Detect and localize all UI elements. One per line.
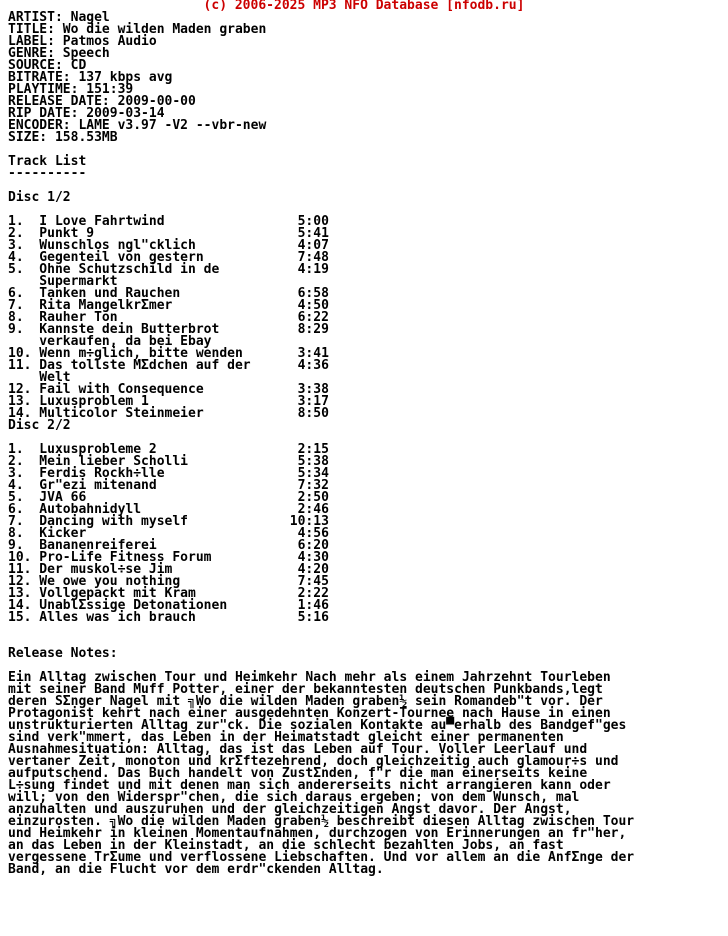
nfo-line: 13. Luxusproblem 1 3:17 xyxy=(8,394,329,409)
nfo-line: 9. Kannste dein Butterbrot 8:29 xyxy=(8,322,329,337)
nfo-line: ARTIST: Nagel xyxy=(8,10,110,25)
nfo-line: Band, an die Flucht vor dem erdr"ckenden Alltag. xyxy=(8,862,384,877)
nfo-line: Protagonist kehrt nach einer ausgedehnten Konzert-Tournee nach Hause in einen xyxy=(8,706,611,721)
nfo-line: GENRE: Speech xyxy=(8,46,110,61)
nfo-line: ENCODER: LAME v3.97 -V2 --vbr-new xyxy=(8,118,267,133)
nfo-line: 12. Fail with Consequence 3:38 xyxy=(8,382,329,397)
nfo-line: RIP DATE: 2009-03-14 xyxy=(8,106,165,121)
nfo-line: mit seiner Band Muff Potter, einer der bekanntesten deutschen Punkbands,legt xyxy=(8,682,603,697)
nfo-line: 10. Pro-Life Fitness Forum 4:30 xyxy=(8,550,329,565)
nfo-line: aufputschend. Das Buch handelt von ZustΣnden, f"r die man einerseits keine xyxy=(8,766,588,781)
nfo-line: SOURCE: CD xyxy=(8,58,87,73)
nfo-line: 5. Ohne Schutzschild in de 4:19 xyxy=(8,262,329,277)
nfo-line: L÷sung findet und mit denen man sich andererseits nicht arrangieren kann oder xyxy=(8,778,611,793)
nfo-line: an das Leben in der Kleinstadt, an die schlecht bezahlten Jobs, an fast xyxy=(8,838,564,853)
nfo-line: vergessene TrΣume und verflossene Liebschaften. Und vor allem an die AnfΣnge der xyxy=(8,850,635,865)
nfo-line: 15. Alles was ich brauch 5:16 xyxy=(8,610,329,625)
nfo-text xyxy=(8,12,634,876)
nfo-line: 3. Wunschlos ngl"cklich 4:07 xyxy=(8,238,329,253)
nfo-line: unstrukturierten Alltag zur"ck. Die sozialen Kontakte au▀erhalb des Bandgef"ges xyxy=(8,718,627,733)
nfo-line: LABEL: Patmos Audio xyxy=(8,34,157,49)
nfo-line: Release Notes: xyxy=(8,646,118,661)
nfo-line: Supermarkt xyxy=(8,274,118,289)
nfo-line: 8. Rauher Ton 6:22 xyxy=(8,310,329,325)
nfo-line: Disc 1/2 xyxy=(8,190,71,205)
nfo-line xyxy=(8,144,634,156)
nfo-line: 7. Rita MangelkrΣmer 4:50 xyxy=(8,298,329,313)
nfo-line xyxy=(8,180,634,192)
nfo-line: 14. Multicolor Steinmeier 8:50 xyxy=(8,406,329,421)
nfo-line: 10. Wenn m÷glich, bitte wenden 3:41 xyxy=(8,346,329,361)
nfo-line: 6. Autobahnidyll 2:46 xyxy=(8,502,329,517)
nfo-line: PLAYTIME: 151:39 xyxy=(8,82,134,97)
nfo-line: TITLE: Wo die wilden Maden graben xyxy=(8,22,267,37)
nfo-line: 7. Dancing with myself 10:13 xyxy=(8,514,329,529)
nfo-line: 8. Kicker 4:56 xyxy=(8,526,329,541)
nfo-line: 3. Ferdis Rockh÷lle 5:34 xyxy=(8,466,329,481)
nfo-line: Disc 2/2 xyxy=(8,418,71,433)
nfo-line: 2. Punkt 9 5:41 xyxy=(8,226,329,241)
nfo-line: 11. Das tollste MΣdchen auf der 4:36 xyxy=(8,358,329,373)
nfo-line xyxy=(8,624,634,636)
nfo-line: und Heimkehr in kleinen Momentaufnahmen, durchzogen von Erinnerungen an fr"her, xyxy=(8,826,627,841)
nfo-line: will; von den Widerspr"chen, die sich daraus ergeben; von dem Wunsch, mal xyxy=(8,790,580,805)
nfo-line: 2. Mein lieber Scholli 5:38 xyxy=(8,454,329,469)
nfo-line: 1. I Love Fahrtwind 5:00 xyxy=(8,214,329,229)
nfo-line: 13. Vollgepackt mit Kram 2:22 xyxy=(8,586,329,601)
nfo-line: 14. UnablΣssige Detonationen 1:46 xyxy=(8,598,329,613)
nfo-line: verkaufen, da bei Ebay xyxy=(8,334,212,349)
nfo-line: 4. Gegenteil von gestern 7:48 xyxy=(8,250,329,265)
nfo-line: 12. We owe you nothing 7:45 xyxy=(8,574,329,589)
nfo-line: Welt xyxy=(8,370,71,385)
nfo-line: ---------- xyxy=(8,166,87,181)
nfo-line: einzurosten. ╗Wo die wilden Maden graben½ beschreibt diesen Alltag zwischen Tour xyxy=(8,814,635,829)
nfo-line: 5. JVA 66 2:50 xyxy=(8,490,329,505)
nfo-line: Ein Alltag zwischen Tour und Heimkehr Nach mehr als einem Jahrzehnt Tourleben xyxy=(8,670,611,685)
nfo-line: deren SΣnger Nagel mit ╗Wo die wilden Maden graben½ sein Romandeb"t vor. Der xyxy=(8,694,603,709)
nfo-line: Ausnahmesituation: Alltag, das ist das Leben auf Tour. Voller Leerlauf und xyxy=(8,742,588,757)
nfo-line: vertaner Zeit, monoton und krΣftezehrend, doch gleichzeitig auch glamour÷s und xyxy=(8,754,619,769)
nfo-line: 4. Gr"ezi mitenand 7:32 xyxy=(8,478,329,493)
nfo-line: 1. Luxusprobleme 2 2:15 xyxy=(8,442,329,457)
nfo-line: 9. Bananenreiferei 6:20 xyxy=(8,538,329,553)
nfo-line: sind verk"mmert, das Leben in der Heimatstadt gleicht einer permanenten xyxy=(8,730,564,745)
nfo-line: anzuhalten und auszuruhen und der gleichzeitigen Angst davor. Der Angst, xyxy=(8,802,572,817)
nfo-line: 11. Der muskol÷se Jim 4:20 xyxy=(8,562,329,577)
nfo-line: RELEASE DATE: 2009-00-00 xyxy=(8,94,196,109)
nfo-line: 6. Tanken und Rauchen 6:58 xyxy=(8,286,329,301)
copyright-header: (c) 2006-2025 MP3 NFO Database [nfodb.ru] xyxy=(203,0,525,13)
nfo-line: SIZE: 158.53MB xyxy=(8,130,118,145)
nfo-line: Track List xyxy=(8,154,87,169)
nfo-line: BITRATE: 137 kbps avg xyxy=(8,70,173,85)
